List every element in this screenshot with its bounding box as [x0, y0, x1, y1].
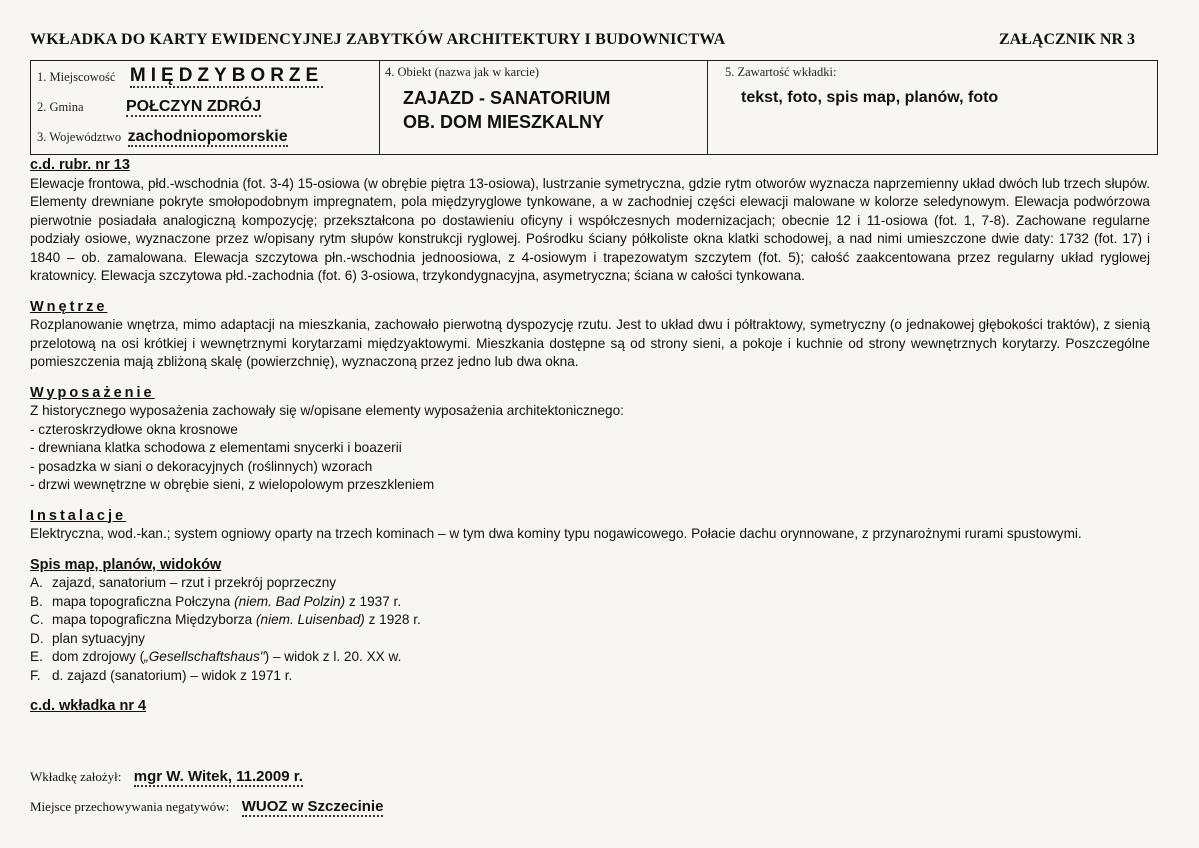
instalacje-paragraph: Elektryczna, wod.-kan.; system ogniowy oparty na trzech kominach – w tym dwa kominy typu nogawicowego. Połacie dachu orynnowane, z przynarożnymi rurami spustowymi.: [30, 526, 1082, 541]
spis-item-b: B. mapa topograficzna Połczyna (niem. Bad Polzin) z 1937 r.: [30, 593, 402, 609]
spis-item-d: D. plan sytuacyjny: [30, 630, 145, 646]
author-value: mgr W. Witek, 11.2009 r.: [133, 768, 303, 785]
wojewodztwo-label: 3. Województwo: [37, 130, 122, 144]
storage-value: WUOZ w Szczecinie: [241, 798, 384, 815]
rubr-heading: c.d. rubr. nr 13: [30, 157, 130, 173]
metadata-box: [30, 60, 1158, 155]
obiekt-name-line2: OB. DOM MIESZKALNY: [403, 112, 604, 132]
obiekt-name-line1: ZAJAZD - SANATORIUM: [403, 88, 611, 108]
gmina-value: POŁCZYN ZDRÓJ: [125, 98, 262, 115]
contents-column: [707, 61, 1157, 154]
instalacje-heading: Instalacje: [30, 507, 127, 524]
author-row: [30, 768, 303, 786]
list-item: - czteroskrzydłowe okna krosnowe: [30, 421, 238, 437]
zawartosc-value: tekst, foto, spis map, planów, foto: [741, 89, 999, 106]
author-label: Wkładkę założył:: [30, 769, 122, 784]
storage-label: Miejsce przechowywania negatywów:: [30, 799, 230, 814]
object-column: [379, 61, 708, 154]
wojewodztwo-value: zachodniopomorskie: [127, 128, 288, 145]
zawartosc-label: 5. Zawartość wkładki:: [725, 65, 837, 79]
main-content: [30, 156, 1150, 716]
list-item: - drzwi wewnętrzne w obrębie sieni, z wielopolowym przeszkleniem: [30, 477, 435, 492]
spis-heading: Spis map, planów, widoków: [30, 556, 222, 573]
wyposazenie-intro: Z historycznego wyposażenia zachowały się w/opisane elementy wyposażenia architektonicznego:: [30, 403, 624, 418]
spis-item-a: A. zajazd, sanatorium – rzut i przekrój poprzeczny: [30, 575, 337, 590]
obiekt-label: 4. Obiekt (nazwa jak w karcie): [385, 65, 540, 79]
miejscowosc-label: 1. Miejscowość: [37, 70, 116, 84]
list-item: - drewniana klatka schodowa z elementami snycerki i boazerii: [30, 440, 402, 455]
annex-number: ZAŁĄCZNIK NR 3: [998, 31, 1135, 48]
rubr-paragraph: Elewacje frontowa, płd.-wschodnia (fot. 3-4) 15-osiowa (w obrębie piętra 13-osiowa), lustrzanie symetryczna, gdzie rytm otworów wyznacza naprzemienny układ dwóch lub trzech słupów. Elementy drewniane pokryte smołopodobnym impregnatem, pola międzyryglowe tynkowane, a w zachodniej części elewacji malowane w kolorze seledynowym. Elewacja podwórzowa pierwotnie posiadała analogiczną kompozycję; przekształcona po dostawieniu oficyny i współczesnych modernizacjach; obecnie 12 i 11-osiowa (fot. 1, 7-8). Zachowane regularne podziały osiowe, wyznaczone przez w/opisany rytm słupów konstrukcji ryglowej. Pośrodku ściany półkoliste okna klatki schodowej, a nad nimi umieszczone dwie daty: 1732 (fot. 17) i 1840 – ob. zamalowana. Elewacja szczytowa płn.-wschodnia jednoosiowa, z 4-osiowym i trapezowatym szczytem (fot. 5); całość zaakcentowana przez regularny układ ryglowej kratownicy. Elewacja szczytowa płd.-zachodnia (fot. 6) 3-osiowa, trzykondygnacyjna, asymetryczna; ściana w całości tynkowana.: [30, 175, 1150, 283]
spis-item-e: E. dom zdrojowy („Gesellschaftshaus") – widok z l. 20. XX w.: [30, 649, 402, 664]
spis-item-c: C. mapa topograficzna Międzyborza (niem. Luisenbad) z 1928 r.: [30, 612, 421, 627]
spis-item-f: F. d. zajazd (sanatorium) – widok z 1971 r.: [30, 667, 293, 683]
wnetrze-paragraph: Rozplanowanie wnętrza, mimo adaptacji na mieszkania, zachowało pierwotną dyspozycję rzutu. Jest to układ dwu i półtraktowy, symetryczny (o jednakowej głębokości traktów), z sienią przelotową na osi krótkiej i wewnętrznymi korytarzami międzyaktowymi. Mieszkania dostępne są od strony sieni, a pokoje i kuchnie od strony wewnętrznych korytarzy. Poszczególne pomieszczenia mają zbliżoną skalę (powierzchnię), wyznaczoną przez jedno lub dwa okna.: [30, 317, 1150, 369]
location-column: [31, 61, 380, 154]
wyposazenie-heading: Wyposażenie: [30, 384, 155, 401]
wnetrze-heading: Wnętrze: [30, 298, 108, 315]
wkladka-heading: c.d. wkładka nr 4: [30, 698, 147, 714]
gmina-label: 2. Gmina: [37, 100, 84, 114]
miejscowosc-value: MIĘDZYBORZE: [129, 65, 324, 86]
storage-row: [30, 798, 383, 816]
document-title: WKŁADKA DO KARTY EWIDENCYJNEJ ZABYTKÓW ARCHITEKTURY I BUDOWNICTWA: [30, 31, 726, 48]
list-item: - posadzka w siani o dekoracyjnych (roślinnych) wzorach: [30, 458, 373, 474]
